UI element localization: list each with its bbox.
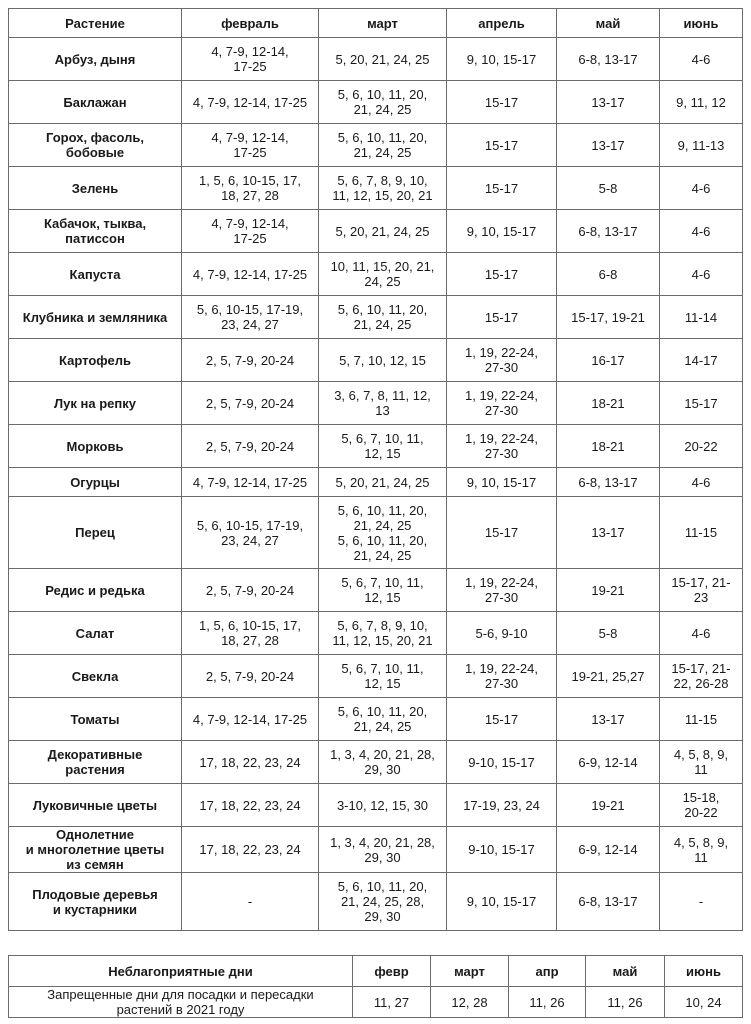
table-row xyxy=(9,655,743,698)
days-cell-apr: 5-6, 9-10 xyxy=(447,612,557,655)
days-cell-jun: 4-6 xyxy=(660,612,743,655)
days-cell-may: 18-21 xyxy=(557,382,660,425)
days-cell-feb: 2, 5, 7-9, 20-24 xyxy=(182,425,319,468)
days-cell-mar: 5, 6, 10, 11, 20, 21, 24, 25 xyxy=(319,124,447,167)
days-cell-jun: 4, 5, 8, 9, 11 xyxy=(660,827,743,873)
days-cell-jun: 9, 11-13 xyxy=(660,124,743,167)
days-cell-may: 13-17 xyxy=(557,124,660,167)
table-row xyxy=(9,425,743,468)
days-cell-apr: 9-10, 15-17 xyxy=(447,827,557,873)
days-cell-jun: 9, 11, 12 xyxy=(660,81,743,124)
days-cell-mar: 5, 6, 10, 11, 20, 21, 24, 25 xyxy=(319,296,447,339)
plant-name-cell: Лук на репку xyxy=(9,382,182,425)
days-cell-feb: 1, 5, 6, 10-15, 17, 18, 27, 28 xyxy=(182,612,319,655)
days-cell-mar: 5, 7, 10, 12, 15 xyxy=(319,339,447,382)
days-cell-jun: 4-6 xyxy=(660,210,743,253)
table-row xyxy=(9,497,743,569)
days-cell-may: 19-21 xyxy=(557,784,660,827)
days-cell-mar: 5, 6, 10, 11, 20, 21, 24, 25 5, 6, 10, 11, 20, 21, 24, 25 xyxy=(319,497,447,569)
days-cell-apr: 9, 10, 15-17 xyxy=(447,468,557,497)
unfavorable-header-may: май xyxy=(586,956,665,987)
table-row xyxy=(9,382,743,425)
days-cell-may: 6-9, 12-14 xyxy=(557,827,660,873)
table-row xyxy=(9,167,743,210)
unfavorable-row-label: Запрещенные дни для посадки и пересадки растений в 2021 году xyxy=(9,987,353,1018)
days-cell-feb: 4, 7-9, 12-14, 17-25 xyxy=(182,210,319,253)
days-cell-mar: 5, 6, 7, 10, 11, 12, 15 xyxy=(319,425,447,468)
days-cell-may: 5-8 xyxy=(557,167,660,210)
unfavorable-value-feb: 11, 27 xyxy=(353,987,431,1018)
days-cell-mar: 1, 3, 4, 20, 21, 28, 29, 30 xyxy=(319,827,447,873)
table-row xyxy=(9,784,743,827)
days-cell-mar: 5, 6, 7, 10, 11, 12, 15 xyxy=(319,569,447,612)
table-row xyxy=(9,296,743,339)
unfavorable-values-row xyxy=(9,987,743,1018)
days-cell-jun: 11-15 xyxy=(660,698,743,741)
days-cell-mar: 5, 20, 21, 24, 25 xyxy=(319,210,447,253)
table-row xyxy=(9,612,743,655)
plant-name-cell: Однолетние и многолетние цветы из семян xyxy=(9,827,182,873)
days-cell-mar: 5, 6, 7, 10, 11, 12, 15 xyxy=(319,655,447,698)
days-cell-feb: 17, 18, 22, 23, 24 xyxy=(182,827,319,873)
days-cell-may: 16-17 xyxy=(557,339,660,382)
table-row xyxy=(9,827,743,873)
table-row xyxy=(9,38,743,81)
table-row xyxy=(9,81,743,124)
days-cell-feb: 2, 5, 7-9, 20-24 xyxy=(182,655,319,698)
unfavorable-header-label: Неблагоприятные дни xyxy=(9,956,353,987)
days-cell-apr: 17-19, 23, 24 xyxy=(447,784,557,827)
days-cell-apr: 15-17 xyxy=(447,253,557,296)
days-cell-apr: 15-17 xyxy=(447,698,557,741)
plant-name-cell: Арбуз, дыня xyxy=(9,38,182,81)
days-cell-feb: 4, 7-9, 12-14, 17-25 xyxy=(182,468,319,497)
days-cell-may: 19-21, 25,27 xyxy=(557,655,660,698)
days-cell-apr: 1, 19, 22-24, 27-30 xyxy=(447,382,557,425)
table-row xyxy=(9,468,743,497)
days-cell-apr: 9, 10, 15-17 xyxy=(447,210,557,253)
days-cell-feb: 4, 7-9, 12-14, 17-25 xyxy=(182,253,319,296)
plant-name-cell: Баклажан xyxy=(9,81,182,124)
days-cell-may: 13-17 xyxy=(557,81,660,124)
days-cell-feb: 2, 5, 7-9, 20-24 xyxy=(182,382,319,425)
days-cell-mar: 5, 6, 7, 8, 9, 10, 11, 12, 15, 20, 21 xyxy=(319,167,447,210)
plant-name-cell: Плодовые деревья и кустарники xyxy=(9,873,182,931)
table-row xyxy=(9,698,743,741)
days-cell-jun: 11-15 xyxy=(660,497,743,569)
days-cell-jun: 14-17 xyxy=(660,339,743,382)
days-cell-mar: 1, 3, 4, 20, 21, 28, 29, 30 xyxy=(319,741,447,784)
days-cell-mar: 5, 6, 10, 11, 20, 21, 24, 25 xyxy=(319,698,447,741)
days-cell-mar: 5, 6, 7, 8, 9, 10, 11, 12, 15, 20, 21 xyxy=(319,612,447,655)
days-cell-apr: 15-17 xyxy=(447,167,557,210)
plant-name-cell: Перец xyxy=(9,497,182,569)
days-cell-feb: 4, 7-9, 12-14, 17-25 xyxy=(182,124,319,167)
days-cell-apr: 15-17 xyxy=(447,124,557,167)
days-cell-apr: 1, 19, 22-24, 27-30 xyxy=(447,425,557,468)
days-cell-feb: 5, 6, 10-15, 17-19, 23, 24, 27 xyxy=(182,296,319,339)
days-cell-mar: 5, 20, 21, 24, 25 xyxy=(319,38,447,81)
days-cell-jun: 11-14 xyxy=(660,296,743,339)
header-apr: апрель xyxy=(447,9,557,38)
days-cell-may: 6-8, 13-17 xyxy=(557,38,660,81)
days-cell-feb: 4, 7-9, 12-14, 17-25 xyxy=(182,698,319,741)
days-cell-may: 18-21 xyxy=(557,425,660,468)
plant-name-cell: Салат xyxy=(9,612,182,655)
days-cell-may: 6-8 xyxy=(557,253,660,296)
days-cell-may: 13-17 xyxy=(557,497,660,569)
days-cell-mar: 5, 6, 10, 11, 20, 21, 24, 25 xyxy=(319,81,447,124)
days-cell-may: 6-9, 12-14 xyxy=(557,741,660,784)
plant-name-cell: Зелень xyxy=(9,167,182,210)
days-cell-feb: 5, 6, 10-15, 17-19, 23, 24, 27 xyxy=(182,497,319,569)
days-cell-may: 6-8, 13-17 xyxy=(557,873,660,931)
days-cell-may: 13-17 xyxy=(557,698,660,741)
days-cell-mar: 3, 6, 7, 8, 11, 12, 13 xyxy=(319,382,447,425)
days-cell-jun: 4-6 xyxy=(660,253,743,296)
days-cell-jun: 20-22 xyxy=(660,425,743,468)
table-row xyxy=(9,741,743,784)
days-cell-apr: 15-17 xyxy=(447,497,557,569)
table-row xyxy=(9,124,743,167)
plant-name-cell: Горох, фасоль, бобовые xyxy=(9,124,182,167)
days-cell-feb: 17, 18, 22, 23, 24 xyxy=(182,741,319,784)
plant-name-cell: Кабачок, тыква, патиссон xyxy=(9,210,182,253)
unfavorable-header-feb: февр xyxy=(353,956,431,987)
days-cell-feb: 17, 18, 22, 23, 24 xyxy=(182,784,319,827)
days-cell-feb: 4, 7-9, 12-14, 17-25 xyxy=(182,38,319,81)
plant-name-cell: Капуста xyxy=(9,253,182,296)
unfavorable-header-jun: июнь xyxy=(665,956,743,987)
header-plant: Растение xyxy=(9,9,182,38)
days-cell-apr: 1, 19, 22-24, 27-30 xyxy=(447,569,557,612)
plant-name-cell: Луковичные цветы xyxy=(9,784,182,827)
days-cell-may: 6-8, 13-17 xyxy=(557,210,660,253)
table-header-row xyxy=(9,9,743,38)
unfavorable-value-may: 11, 26 xyxy=(586,987,665,1018)
days-cell-jun: - xyxy=(660,873,743,931)
plant-name-cell: Редис и редька xyxy=(9,569,182,612)
days-cell-apr: 1, 19, 22-24, 27-30 xyxy=(447,655,557,698)
days-cell-jun: 15-18, 20-22 xyxy=(660,784,743,827)
days-cell-feb: 2, 5, 7-9, 20-24 xyxy=(182,569,319,612)
unfavorable-header-apr: апр xyxy=(509,956,586,987)
unfavorable-value-mar: 12, 28 xyxy=(431,987,509,1018)
days-cell-mar: 5, 20, 21, 24, 25 xyxy=(319,468,447,497)
header-jun: июнь xyxy=(660,9,743,38)
days-cell-may: 19-21 xyxy=(557,569,660,612)
days-cell-apr: 1, 19, 22-24, 27-30 xyxy=(447,339,557,382)
header-mar: март xyxy=(319,9,447,38)
days-cell-jun: 15-17 xyxy=(660,382,743,425)
table-row xyxy=(9,339,743,382)
days-cell-mar: 5, 6, 10, 11, 20, 21, 24, 25, 28, 29, 30 xyxy=(319,873,447,931)
days-cell-feb: 4, 7-9, 12-14, 17-25 xyxy=(182,81,319,124)
plant-name-cell: Картофель xyxy=(9,339,182,382)
days-cell-may: 15-17, 19-21 xyxy=(557,296,660,339)
days-cell-jun: 4-6 xyxy=(660,167,743,210)
days-cell-mar: 10, 11, 15, 20, 21, 24, 25 xyxy=(319,253,447,296)
days-cell-apr: 9, 10, 15-17 xyxy=(447,38,557,81)
days-cell-feb: - xyxy=(182,873,319,931)
days-cell-feb: 1, 5, 6, 10-15, 17, 18, 27, 28 xyxy=(182,167,319,210)
days-cell-may: 5-8 xyxy=(557,612,660,655)
table-row xyxy=(9,253,743,296)
days-cell-feb: 2, 5, 7-9, 20-24 xyxy=(182,339,319,382)
days-cell-jun: 4-6 xyxy=(660,468,743,497)
days-cell-jun: 15-17, 21- 22, 26-28 xyxy=(660,655,743,698)
days-cell-apr: 9-10, 15-17 xyxy=(447,741,557,784)
unfavorable-header-mar: март xyxy=(431,956,509,987)
header-may: май xyxy=(557,9,660,38)
plant-name-cell: Огурцы xyxy=(9,468,182,497)
days-cell-jun: 4-6 xyxy=(660,38,743,81)
plant-name-cell: Морковь xyxy=(9,425,182,468)
plant-name-cell: Свекла xyxy=(9,655,182,698)
plant-name-cell: Томаты xyxy=(9,698,182,741)
days-cell-apr: 15-17 xyxy=(447,81,557,124)
table-row xyxy=(9,569,743,612)
plant-name-cell: Клубника и земляника xyxy=(9,296,182,339)
unfavorable-value-jun: 10, 24 xyxy=(665,987,743,1018)
days-cell-apr: 15-17 xyxy=(447,296,557,339)
days-cell-apr: 9, 10, 15-17 xyxy=(447,873,557,931)
table-row xyxy=(9,873,743,931)
days-cell-jun: 15-17, 21- 23 xyxy=(660,569,743,612)
days-cell-jun: 4, 5, 8, 9, 11 xyxy=(660,741,743,784)
unfavorable-value-apr: 11, 26 xyxy=(509,987,586,1018)
days-cell-mar: 3-10, 12, 15, 30 xyxy=(319,784,447,827)
header-feb: февраль xyxy=(182,9,319,38)
unfavorable-header-row xyxy=(9,956,743,987)
planting-calendar-table xyxy=(8,8,743,931)
days-cell-may: 6-8, 13-17 xyxy=(557,468,660,497)
unfavorable-days-table xyxy=(8,955,743,1018)
plant-name-cell: Декоративные растения xyxy=(9,741,182,784)
table-row xyxy=(9,210,743,253)
